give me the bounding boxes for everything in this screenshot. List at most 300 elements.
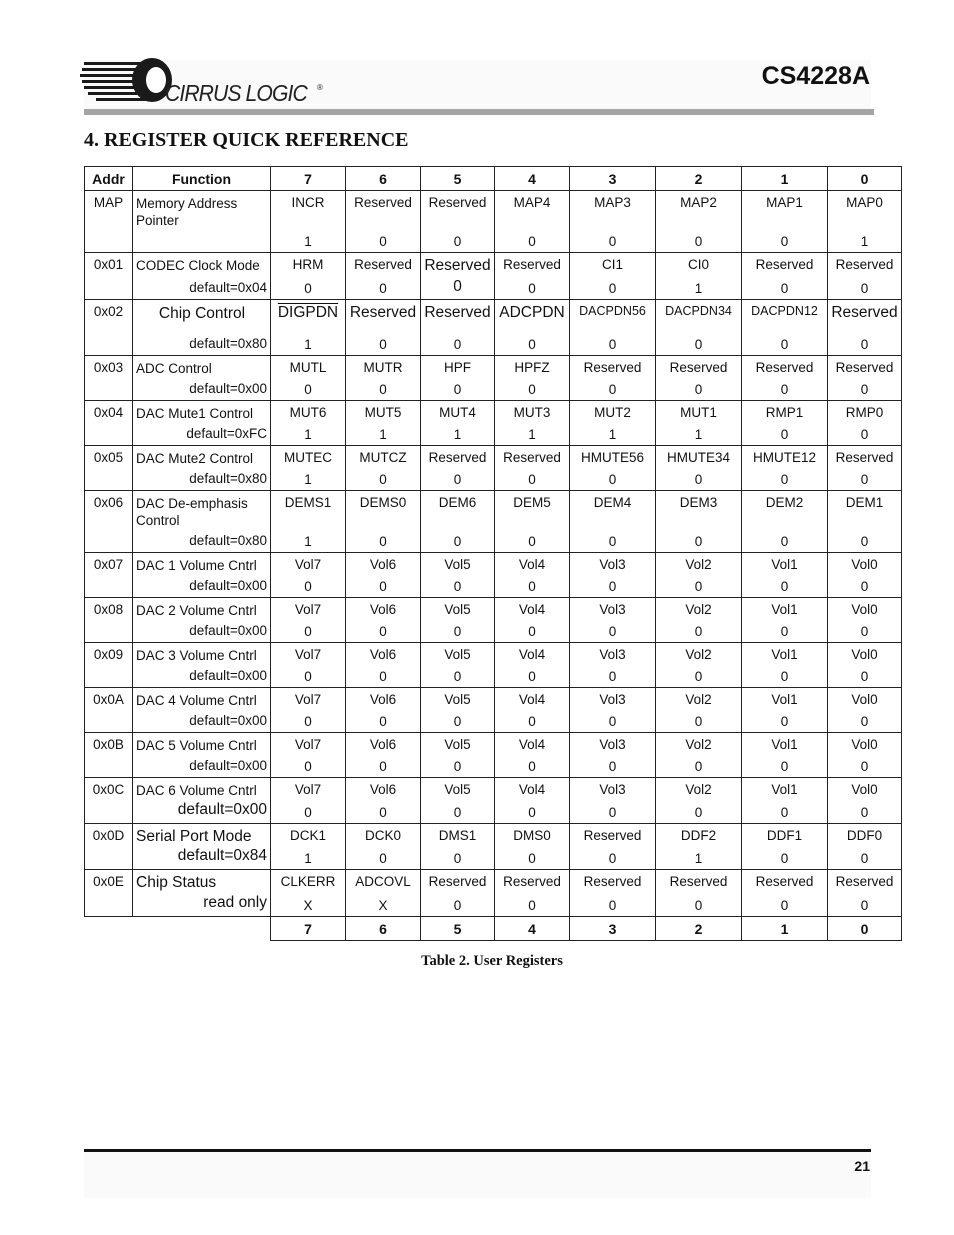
bit-name: Reserved (831, 304, 898, 321)
bit-default-value: 1 (860, 234, 869, 249)
bit-name: DACPDN12 (751, 304, 818, 318)
bit-default-value: 0 (304, 624, 312, 639)
bit-name: Vol5 (444, 647, 471, 662)
bit-name: Vol1 (771, 557, 798, 572)
bit-name: Reserved (755, 360, 814, 375)
register-bit (656, 870, 742, 917)
bit-default-value: 0 (304, 805, 312, 820)
bit-name: DEM3 (679, 495, 718, 510)
bit-name: MAP1 (766, 195, 803, 210)
register-bit (346, 598, 421, 643)
register-bit (495, 356, 570, 401)
bit-name: Vol1 (771, 647, 798, 662)
register-bit (570, 491, 656, 553)
bit-default-value: 0 (694, 534, 703, 549)
logo-wordmark: CIRRUS LOGIC (165, 80, 307, 106)
bit-default-value: 0 (694, 759, 703, 774)
footer-bit-label: 3 (570, 917, 656, 941)
bit-default-value: 0 (528, 714, 536, 729)
bit-name: Vol5 (444, 782, 471, 797)
register-bit (421, 191, 495, 253)
bit-default-value: 0 (860, 382, 869, 397)
table-row (85, 870, 902, 917)
bit-name: Vol4 (518, 602, 546, 617)
register-bit (742, 733, 828, 778)
bit-name: DDF1 (766, 828, 803, 843)
register-bit (828, 491, 902, 553)
bit-name: MAP2 (680, 195, 717, 210)
register-bit (570, 688, 656, 733)
register-address: 0x05 (85, 446, 133, 491)
register-bit (656, 643, 742, 688)
register-address: 0x0C (85, 778, 133, 824)
bit-default-value: 1 (304, 534, 312, 549)
register-bit (656, 300, 742, 356)
bit-default-value: 0 (379, 337, 387, 352)
bit-name: Vol4 (518, 692, 546, 707)
bit-name: DACPDN56 (579, 304, 646, 318)
bit-name: Reserved (583, 360, 642, 375)
bit-default-value: 0 (453, 234, 462, 249)
bit-default-value: 0 (694, 579, 703, 594)
function-default: default=0x04 (189, 280, 267, 295)
bit-default-value: 0 (780, 714, 789, 729)
bit-default-value: 0 (608, 714, 617, 729)
bit-default-value: 0 (379, 382, 387, 397)
bit-name: MUT1 (680, 405, 717, 420)
register-function (133, 300, 271, 356)
function-name: DAC De-emphasis Control (136, 496, 248, 528)
bit-default-value: 0 (694, 382, 703, 397)
table-row (85, 778, 902, 824)
bit-default-value: 0 (528, 534, 536, 549)
bit-name: MUTR (363, 360, 403, 375)
register-bit (421, 643, 495, 688)
bit-default-value: 1 (694, 851, 703, 866)
bit-name: Reserved (349, 304, 417, 321)
bit-name: DEMS1 (284, 495, 332, 510)
bit-name: Vol5 (444, 692, 471, 707)
register-function (133, 824, 271, 870)
register-bit (495, 733, 570, 778)
header-rule (84, 109, 874, 115)
bit-name: Vol5 (444, 737, 471, 752)
bit-default-value: 0 (780, 281, 789, 296)
register-bit (271, 300, 346, 356)
register-bit (742, 553, 828, 598)
footer-bit-label: 4 (495, 917, 570, 941)
table-row (85, 824, 902, 870)
bit-name: Reserved (503, 450, 561, 465)
bit-default-value: 0 (453, 579, 462, 594)
bit-default-value: 0 (379, 534, 387, 549)
bit-default-value: 0 (528, 337, 536, 352)
bit-name: Vol6 (369, 647, 397, 662)
register-bit (346, 688, 421, 733)
bit-name: Vol6 (369, 782, 397, 797)
function-name: Serial Port Mode (136, 828, 252, 845)
register-bit (421, 446, 495, 491)
register-bit (570, 598, 656, 643)
table-row (85, 553, 902, 598)
function-name: ADC Control (136, 361, 212, 376)
register-bit (656, 401, 742, 446)
table-footer-row (85, 917, 902, 941)
function-name: DAC 2 Volume Cntrl (136, 603, 257, 618)
bit-default-value: 0 (379, 579, 387, 594)
bit-name: Vol2 (685, 692, 712, 707)
bit-name: DMS1 (438, 828, 477, 843)
bit-default-value: 0 (860, 337, 869, 352)
bit-name: Reserved (669, 360, 728, 375)
register-table (84, 166, 902, 941)
register-function (133, 553, 271, 598)
column-header: 4 (495, 167, 570, 191)
register-bit (828, 446, 902, 491)
function-default: default=0x00 (189, 713, 267, 728)
bit-default-value: 0 (780, 234, 789, 249)
column-header: 0 (828, 167, 902, 191)
register-bit (828, 598, 902, 643)
function-name: DAC Mute2 Control (136, 451, 254, 466)
bit-name: Reserved (428, 450, 487, 465)
table-row (85, 598, 902, 643)
bit-default-value: 0 (860, 281, 869, 296)
register-function (133, 401, 271, 446)
bit-name: Vol7 (294, 557, 322, 572)
bit-default-value: 0 (608, 337, 617, 352)
bit-name: Reserved (428, 874, 487, 889)
bit-name: CI0 (687, 257, 709, 272)
column-header: 2 (656, 167, 742, 191)
bit-name: Reserved (354, 195, 412, 210)
footer-bit-label: 2 (656, 917, 742, 941)
register-bit (570, 643, 656, 688)
bit-name: Vol0 (851, 692, 878, 707)
bit-default-value: 0 (453, 805, 462, 820)
bit-default-value: 0 (453, 278, 462, 295)
bit-default-value: 0 (528, 851, 536, 866)
bit-default-value: 0 (780, 624, 789, 639)
register-bit (742, 824, 828, 870)
register-bit (271, 356, 346, 401)
function-name: DAC 5 Volume Cntrl (136, 738, 257, 753)
bit-default-value: 0 (304, 759, 312, 774)
bit-name: Vol1 (771, 737, 798, 752)
bit-default-value: 0 (860, 624, 869, 639)
bit-default-value: X (378, 898, 388, 913)
register-bit (828, 401, 902, 446)
bit-default-value: 0 (528, 759, 536, 774)
register-bit (742, 253, 828, 300)
bit-default-value: 1 (304, 427, 312, 442)
bit-default-value: 0 (453, 759, 462, 774)
register-bit (495, 491, 570, 553)
footer-bit-label: 6 (346, 917, 421, 941)
bit-name: Vol4 (518, 647, 546, 662)
bit-name: Reserved (755, 874, 814, 889)
bit-default-value: 0 (860, 534, 869, 549)
bit-name: Vol5 (444, 602, 471, 617)
bit-name: MUTCZ (359, 450, 407, 465)
bit-default-value: 0 (453, 851, 462, 866)
register-bit (271, 688, 346, 733)
bit-default-value: 0 (780, 337, 789, 352)
bit-name: DEMS0 (359, 495, 407, 510)
function-name: DAC 1 Volume Cntrl (136, 558, 257, 573)
bit-name: Vol6 (369, 737, 397, 752)
register-bit (742, 598, 828, 643)
table-row (85, 643, 902, 688)
register-bit (495, 191, 570, 253)
register-bit (346, 824, 421, 870)
table-row (85, 491, 902, 553)
function-default: default=0x84 (177, 847, 267, 864)
table-header-row (85, 167, 902, 191)
bit-name: Reserved (755, 257, 814, 272)
bit-default-value: 0 (379, 805, 387, 820)
register-bit (828, 300, 902, 356)
bit-default-value: 0 (379, 234, 387, 249)
register-bit (495, 300, 570, 356)
bit-name: Vol4 (518, 557, 546, 572)
function-default: default=0x80 (189, 533, 267, 548)
bit-default-value: 0 (608, 805, 617, 820)
bit-name: MUTL (289, 360, 327, 375)
footer-bit-label: 5 (421, 917, 495, 941)
bit-name: DDF2 (680, 828, 717, 843)
bit-name: ADCOVL (355, 874, 411, 889)
register-bit (495, 778, 570, 824)
table-row (85, 446, 902, 491)
bit-default-value: 1 (453, 427, 462, 442)
register-bit (570, 446, 656, 491)
column-header: 1 (742, 167, 828, 191)
bit-default-value: 0 (608, 234, 617, 249)
bit-name: HPFZ (514, 360, 550, 375)
table-row (85, 253, 902, 300)
register-bit (346, 491, 421, 553)
register-bit (495, 643, 570, 688)
bit-default-value: 0 (694, 234, 703, 249)
register-bit (346, 253, 421, 300)
register-bit (495, 688, 570, 733)
bit-default-value: 0 (304, 382, 312, 397)
table-row (85, 401, 902, 446)
function-default: default=0xFC (186, 426, 267, 441)
function-default: default=0x80 (189, 336, 267, 351)
register-address: 0x0A (85, 688, 133, 733)
bit-name: ADCPDN (499, 304, 565, 321)
register-bit (271, 778, 346, 824)
bit-default-value: 1 (379, 427, 387, 442)
bit-default-value: 0 (304, 714, 312, 729)
bit-default-value: 0 (528, 624, 536, 639)
register-address: 0x0B (85, 733, 133, 778)
function-name: DAC Mute1 Control (136, 406, 254, 421)
register-bit (271, 191, 346, 253)
register-bit (570, 824, 656, 870)
bit-name: Vol3 (599, 557, 626, 572)
register-bit (656, 191, 742, 253)
bit-name: MUT3 (513, 405, 551, 420)
register-bit (656, 491, 742, 553)
bit-name: Vol4 (518, 782, 546, 797)
register-bit (742, 300, 828, 356)
register-bit (828, 253, 902, 300)
bit-name: Vol7 (294, 737, 322, 752)
bit-default-value: 0 (860, 427, 869, 442)
register-function (133, 643, 271, 688)
function-name: Chip Control (158, 305, 246, 322)
register-function (133, 191, 271, 253)
bit-name: Vol3 (599, 602, 626, 617)
bit-default-value: 0 (860, 472, 869, 487)
bit-name: DACPDN34 (665, 304, 732, 318)
function-default: default=0x00 (189, 623, 267, 638)
bit-name: MUT2 (594, 405, 631, 420)
bit-name: DEM5 (513, 495, 551, 510)
bit-default-value: 0 (453, 898, 462, 913)
bit-name: DEM6 (438, 495, 477, 510)
bit-name: Reserved (583, 874, 642, 889)
register-function (133, 688, 271, 733)
bit-default-value: 0 (528, 472, 536, 487)
register-bit (271, 401, 346, 446)
bit-name: Reserved (424, 257, 491, 274)
register-bit (421, 553, 495, 598)
function-name: DAC 6 Volume Cntrl (136, 783, 257, 798)
bit-default-value: 0 (780, 427, 789, 442)
register-bit (656, 598, 742, 643)
bit-default-value: 0 (608, 759, 617, 774)
register-bit (656, 824, 742, 870)
register-bit (656, 253, 742, 300)
bit-name: Vol2 (685, 602, 712, 617)
bit-name: Vol7 (294, 692, 322, 707)
bit-default-value: 0 (694, 337, 703, 352)
register-function (133, 870, 271, 917)
register-bit (271, 870, 346, 917)
column-header: Function (133, 167, 271, 191)
register-bit (570, 253, 656, 300)
bit-name: Reserved (503, 874, 561, 889)
function-default: default=0x00 (189, 381, 267, 396)
bit-name: Vol3 (599, 647, 626, 662)
function-default: default=0x00 (177, 801, 267, 818)
bit-default-value: 0 (304, 579, 312, 594)
table-row (85, 300, 902, 356)
register-function (133, 778, 271, 824)
bit-name: MUT6 (289, 405, 327, 420)
register-bit (828, 643, 902, 688)
bit-default-value: 0 (608, 281, 617, 296)
bit-name: HMUTE34 (666, 450, 730, 465)
function-name: Memory Address Pointer (136, 196, 238, 228)
bit-default-value: 1 (694, 427, 703, 442)
register-bit (271, 446, 346, 491)
footer-bit-label: 0 (828, 917, 902, 941)
register-function (133, 733, 271, 778)
bit-name: HPF (444, 360, 471, 375)
bit-default-value: 0 (694, 805, 703, 820)
function-name: DAC 3 Volume Cntrl (136, 648, 257, 663)
bit-default-value: 0 (304, 281, 312, 296)
register-bit (495, 598, 570, 643)
bit-name: Vol3 (599, 782, 626, 797)
bit-name: DCK1 (289, 828, 326, 843)
document-id: CS4228A (761, 62, 870, 90)
register-bit (346, 401, 421, 446)
footer-bit-label: 1 (742, 917, 828, 941)
bit-default-value: 0 (780, 759, 789, 774)
bit-name: RMP0 (845, 405, 884, 420)
register-bit (495, 446, 570, 491)
bit-name: DMS0 (513, 828, 551, 843)
register-address: MAP (85, 191, 133, 253)
bit-default-value: 0 (528, 281, 536, 296)
bit-name: Vol4 (518, 737, 546, 752)
register-bit (346, 553, 421, 598)
bit-name: Vol0 (851, 647, 878, 662)
bit-default-value: 0 (694, 898, 703, 913)
bit-default-value: 0 (453, 714, 462, 729)
register-bit (421, 688, 495, 733)
register-bit (656, 778, 742, 824)
bit-name: Vol2 (685, 782, 712, 797)
bit-name: Vol2 (685, 647, 712, 662)
register-bit (742, 643, 828, 688)
register-address: 0x01 (85, 253, 133, 300)
footer-bit-label: 7 (271, 917, 346, 941)
register-bit (421, 491, 495, 553)
register-function (133, 446, 271, 491)
bit-name: Vol0 (851, 737, 878, 752)
register-bit (421, 778, 495, 824)
bit-name: Vol7 (294, 782, 322, 797)
register-bit (570, 870, 656, 917)
register-bit (495, 253, 570, 300)
register-address: 0x0E (85, 870, 133, 917)
register-bit (570, 401, 656, 446)
bit-default-value: 1 (694, 281, 703, 296)
register-bit (495, 824, 570, 870)
bit-default-value: 0 (780, 472, 789, 487)
bit-default-value: 0 (453, 624, 462, 639)
bit-default-value: 0 (780, 851, 789, 866)
register-bit (271, 491, 346, 553)
bit-name: Reserved (835, 360, 894, 375)
register-bit (421, 598, 495, 643)
bit-default-value: 0 (379, 281, 387, 296)
function-default: default=0x00 (189, 668, 267, 683)
register-address: 0x08 (85, 598, 133, 643)
register-bit (421, 401, 495, 446)
register-address: 0x02 (85, 300, 133, 356)
register-bit (421, 733, 495, 778)
bit-default-value: X (303, 898, 313, 913)
register-bit (742, 688, 828, 733)
bit-name: Reserved (835, 874, 894, 889)
bit-name: Vol1 (771, 692, 798, 707)
function-default: read only (203, 894, 267, 911)
register-bit (742, 356, 828, 401)
register-bit (346, 446, 421, 491)
bit-name: Reserved (503, 257, 561, 272)
bit-name: Reserved (354, 257, 412, 272)
bit-default-value: 0 (379, 714, 387, 729)
bit-name: DEM2 (765, 495, 804, 510)
